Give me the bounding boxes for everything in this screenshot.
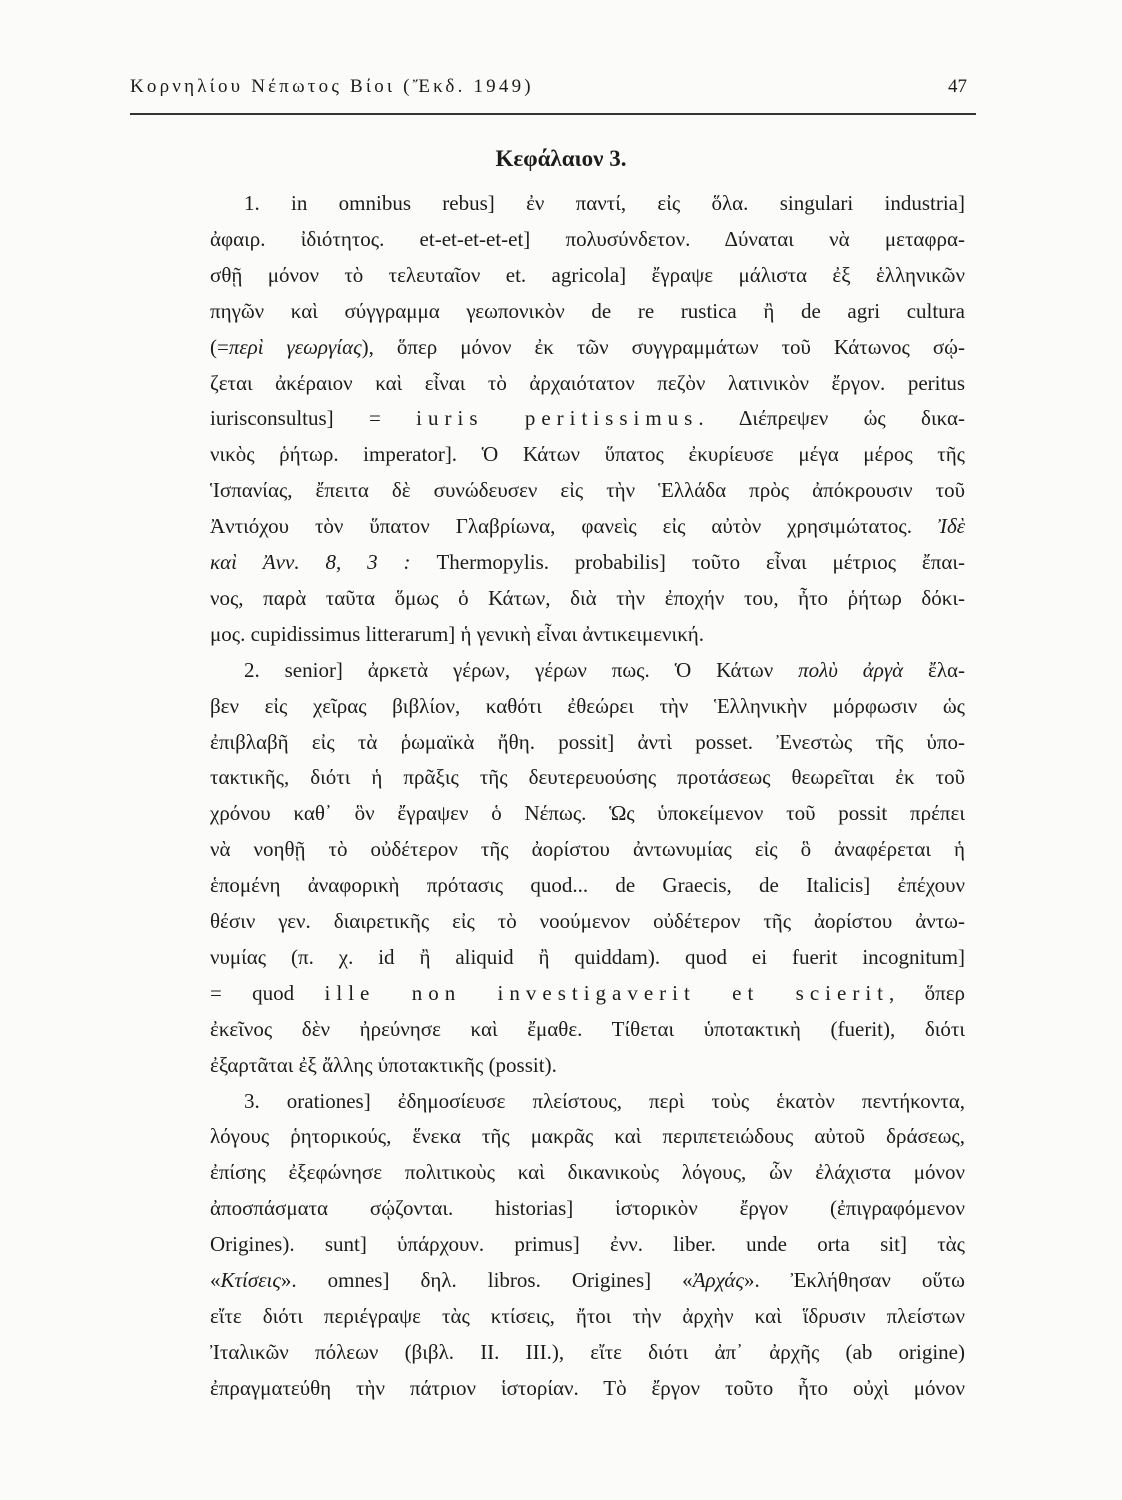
- text-segment: 2. senior] ἀρκετὰ γέρων, γέρων πως. Ὁ Κάτων: [244, 657, 799, 682]
- text-segment: εἴτε διότι περιέγραψε τὰς κτίσεις, ἤτοι τὴν ἀρχὴν καὶ ἵδρυσιν πλείστων: [210, 1303, 965, 1328]
- running-header: Κορνηλίου Νέπωτος Βίοι (Ἔκδ. 1949): [130, 76, 534, 97]
- italic-text: Ἰδὲ: [937, 514, 965, 539]
- text-line: [210, 727, 965, 757]
- text-segment: ἀφαιρ. ἰδιότητος. et-et-et-et-et] πολυσύνδετον. Δύναται νὰ μεταφρα-: [210, 226, 965, 251]
- italic-text: καὶ Ἀνν. 8, 3 :: [210, 550, 411, 574]
- text-segment: τακτικῆς, διότι ἡ πρᾶξις τῆς δευτερευούσης προτάσεως θεωρεῖται ἐκ τοῦ: [210, 765, 965, 790]
- text-line: [210, 1301, 965, 1331]
- spaced-text: ille non investigaverit et scierit: [324, 980, 889, 1005]
- text-line: [244, 1086, 965, 1116]
- text-segment: ζεται ἀκέραιον καὶ εἶναι τὸ ἀρχαιότατον πεζὸν λατινικὸν ἔργον. peritus: [210, 370, 965, 395]
- text-segment: νὰ νοηθῇ τὸ οὐδέτερον τῆς ἀορίστου ἀντωνυμίας εἰς ὃ ἀναφέρεται ἡ: [210, 837, 965, 862]
- text-line: [210, 1229, 965, 1259]
- text-segment: νικὸς ῥήτωρ. imperator]. Ὁ Κάτων ὕπατος ἐκυρίευσε μέγα μέρος τῆς: [210, 442, 965, 467]
- text-line: [210, 798, 965, 828]
- text-segment: Thermopylis. probabilis] τοῦτο εἶναι μέτριος ἔπαι-: [410, 550, 965, 574]
- text-line: [210, 1050, 965, 1080]
- text-line: [210, 942, 965, 972]
- text-segment: ». omnes] δηλ. libros. Origines] «: [280, 1268, 693, 1292]
- text-line: [210, 260, 965, 290]
- text-line: [210, 475, 965, 505]
- text-segment: «: [210, 1268, 221, 1292]
- text-line: [210, 296, 965, 326]
- text-segment: ἐκεῖνος δὲν ἠρεύνησε καὶ ἔμαθε. Τίθεται ὑποτακτικὴ (fuerit), διότι: [210, 1016, 965, 1041]
- text-segment: ), ὅπερ μόνον ἐκ τῶν συγγραμμάτων τοῦ Κάτωνος σῴ-: [361, 334, 965, 359]
- text-segment: Origines). sunt] ὑπάρχουν. primus] ἐνν. liber. unde orta sit] τὰς: [210, 1232, 965, 1257]
- text-segment: ». Ἐκλήθησαν οὕτω: [743, 1268, 965, 1292]
- italic-text: Κτίσεις: [220, 1268, 281, 1292]
- text-line: [210, 1157, 965, 1187]
- text-segment: (=: [210, 334, 229, 359]
- text-segment: μος. cupidissimus litterarum] ἡ γενικὴ εἶναι ἀντικειμενική.: [210, 621, 705, 646]
- text-segment: ἔλα-: [903, 657, 966, 682]
- text-segment: ἐπίσης ἐξεφώνησε πολιτικοὺς καὶ δικανικοὺς λόγους, ὧν ἐλάχιστα μόνον: [210, 1160, 965, 1185]
- text-segment: . Διέπρεψεν ὡς δικα-: [698, 406, 965, 431]
- text-line: [210, 439, 965, 469]
- text-segment: ἐξαρτᾶται ἐξ ἄλλης ὑποτακτικῆς (possit).: [210, 1052, 557, 1077]
- text-line: [210, 1121, 965, 1151]
- text-segment: ἀποσπάσματα σῴζονται. historias] ἱστορικὸν ἔργον (ἐπιγραφόμενον: [210, 1196, 965, 1221]
- chapter-title: Κεφάλαιον 3.: [495, 146, 627, 171]
- text-line: [244, 655, 965, 685]
- text-segment: ἐπιβλαβῆ εἰς τὰ ῥωμαϊκὰ ἤθη. possit] ἀντὶ posset. Ἐνεστὼς τῆς ὑπο-: [210, 729, 965, 754]
- text-segment: Ἱσπανίας, ἔπειτα δὲ συνώδευσεν εἰς τὴν Ἑλλάδα πρὸς ἀπόκρουσιν τοῦ: [210, 478, 965, 503]
- header-rule: [130, 113, 976, 115]
- text-segment: σθῇ μόνον τὸ τελευταῖον et. agricola] ἔγραψε μάλιστα ἐξ ἑλληνικῶν: [210, 262, 965, 287]
- text-line: [210, 906, 965, 936]
- text-line: [210, 547, 965, 577]
- text-segment: θέσιν γεν. διαιρετικῆς εἰς τὸ νοούμενον οὐδέτερον τῆς ἀορίστου ἀντω-: [210, 909, 965, 933]
- text-line: [210, 511, 965, 541]
- text-segment: ἐπραγματεύθη τὴν πάτριον ἱστορίαν. Τὸ ἔργον τοῦτο ἦτο οὐχὶ μόνον: [210, 1375, 965, 1400]
- text-segment: νος, παρὰ ταῦτα ὅμως ὁ Κάτων, διὰ τὴν ἐποχήν του, ἦτο ῥήτωρ δόκι-: [210, 585, 965, 610]
- text-line: [244, 188, 965, 218]
- text-segment: 1. in omnibus rebus] ἐν παντί, εἰς ὅλα. singulari industria]: [244, 191, 965, 215]
- text-segment: ἑπομένη ἀναφορικὴ πρότασις quod... de Graecis, de Italicis] ἐπέχουν: [210, 873, 965, 898]
- page-number: 47: [948, 76, 967, 97]
- text-segment: Ἰταλικῶν πόλεων (βιβλ. II. III.), εἴτε διότι ἀπ᾽ ἀρχῆς (ab origine): [210, 1339, 965, 1364]
- text-line: [210, 403, 965, 433]
- text-line: [210, 368, 965, 398]
- text-line: [210, 691, 965, 721]
- text-segment: Ἀντιόχου τὸν ὕπατον Γλαβρίωνα, φανεὶς εἰς αὐτὸν χρησιμώτατος.: [210, 514, 938, 539]
- text-segment: νυμίας (π. χ. id ἢ aliquid ἢ quiddam). quod ei fuerit incognitum]: [210, 944, 965, 969]
- text-line: [210, 1337, 965, 1367]
- text-line: [210, 583, 965, 613]
- text-line: [210, 870, 965, 900]
- italic-text: Ἀρχάς: [692, 1268, 744, 1292]
- text-segment: 3. orationes] ἐδημοσίευσε πλείστους, περὶ τοὺς ἑκατὸν πεντήκοντα,: [244, 1088, 965, 1113]
- text-line: [210, 1265, 965, 1295]
- italic-text: περὶ γεωργίας: [228, 334, 362, 359]
- text-line: [210, 1193, 965, 1223]
- italic-text: πολὺ ἀργὰ: [798, 657, 904, 682]
- text-line: [210, 332, 965, 362]
- text-segment: , ὅπερ: [889, 980, 965, 1005]
- text-segment: λόγους ῥητορικούς, ἕνεκα τῆς μακρᾶς καὶ περιπετειώδους αὐτοῦ δράσεως,: [210, 1124, 965, 1149]
- spaced-text: iuris peritissimus: [416, 406, 699, 431]
- text-line: [210, 834, 965, 864]
- text-segment: βεν εἰς χεῖρας βιβλίον, καθότι ἐθεώρει τὴν Ἑλληνικὴν μόρφωσιν ὡς: [210, 693, 965, 718]
- text-segment: iurisconsultus] =: [210, 406, 417, 431]
- text-segment: = quod: [210, 980, 325, 1005]
- text-line: [210, 978, 965, 1008]
- text-line: [210, 1014, 965, 1044]
- text-line: [210, 224, 965, 254]
- text-line: [210, 1373, 965, 1403]
- text-segment: πηγῶν καὶ σύγγραμμα γεωπονικὸν de re rustica ἢ de agri cultura: [210, 298, 965, 323]
- text-segment: χρόνου καθ᾽ ὃν ἔγραψεν ὁ Νέπως. Ὡς ὑποκείμενον τοῦ possit πρέπει: [210, 801, 965, 826]
- text-line: [210, 619, 965, 649]
- text-line: [210, 762, 965, 792]
